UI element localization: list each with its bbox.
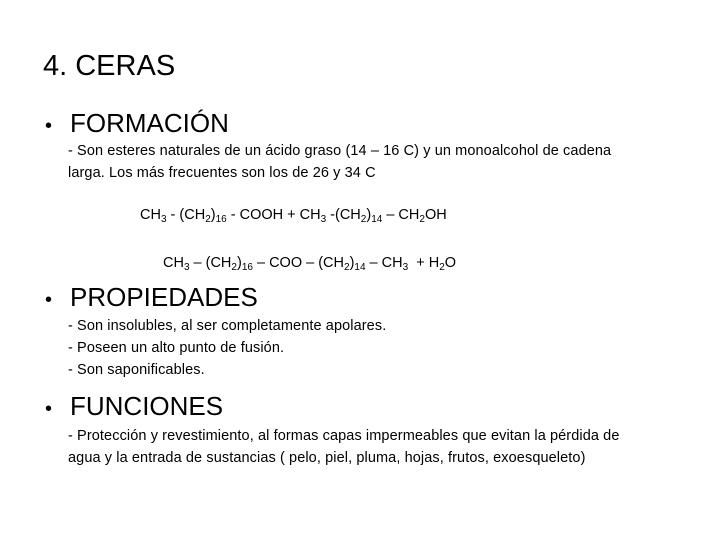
body-line: - Protección y revestimiento, al formas capas impermeables que evitan la pérdida de: [68, 428, 620, 444]
bullet-icon: •: [45, 115, 53, 137]
formula-part: ): [366, 207, 372, 223]
formula-subscript: 2: [419, 214, 425, 225]
formula-subscript: 3: [183, 262, 190, 273]
section-heading-propiedades: [45, 284, 258, 310]
formula-part: – CH: [365, 255, 403, 271]
formula-subscript: 14: [354, 262, 366, 273]
section-body-funciones: [68, 425, 620, 469]
formula-subscript: 2: [344, 262, 350, 273]
section-heading-formacion: [45, 110, 229, 136]
formula-subscript: 14: [371, 214, 383, 225]
formula-subscript: 2: [205, 214, 211, 225]
reaction-reactants: [140, 208, 447, 225]
body-line: - Poseen un alto punto de fusión.: [68, 340, 285, 356]
body-line: - Son insolubles, al ser completamente apolares.: [68, 318, 387, 334]
section-body-formacion: [68, 140, 611, 184]
formula-part: OH: [424, 207, 447, 223]
section-heading-label: FUNCIONES: [70, 391, 224, 421]
bullet-icon: •: [45, 398, 53, 420]
bullet-icon: •: [45, 289, 53, 311]
formula-subscript: 2: [439, 262, 445, 273]
formula-part: -(CH: [326, 207, 361, 223]
formula-part: ): [210, 207, 216, 223]
formula-subscript: 2: [231, 262, 237, 273]
formula-part: – CH: [382, 207, 420, 223]
formula-part: - COOH + CH: [226, 207, 321, 223]
formula-subscript: 3: [160, 214, 167, 225]
section-heading-label: PROPIEDADES: [70, 282, 258, 312]
body-line: larga. Los más frecuentes son los de 26 y 34 C: [68, 165, 376, 181]
formula-subscript: 3: [402, 262, 409, 273]
section-body-propiedades: [68, 315, 386, 381]
formula-part: - (CH: [166, 207, 206, 223]
formula-part: ): [236, 255, 242, 271]
formula-part: CH: [163, 255, 184, 271]
formula-part: – COO – (CH: [252, 255, 344, 271]
section-heading-funciones: [45, 393, 223, 419]
body-line: agua y la entrada de sustancias ( pelo, piel, pluma, hojas, frutos, exoesqueleto): [68, 450, 586, 466]
formula-part: O: [444, 255, 457, 271]
section-heading-label: FORMACIÓN: [70, 108, 229, 138]
formula-subscript: 2: [360, 214, 367, 225]
reaction-products: [163, 256, 456, 273]
slide-title: 4. CERAS: [43, 50, 176, 82]
body-line: - Son saponificables.: [68, 362, 205, 378]
formula-part: ): [349, 255, 355, 271]
formula-part: + H: [408, 255, 440, 271]
formula-subscript: 3: [320, 214, 327, 225]
formula-part: CH: [140, 207, 161, 223]
formula-subscript: 16: [215, 214, 227, 225]
formula-part: – (CH: [189, 255, 232, 271]
formula-subscript: 16: [241, 262, 253, 273]
body-line: - Son esteres naturales de un ácido graso (14 – 16 C) y un monoalcohol de cadena: [68, 143, 612, 159]
